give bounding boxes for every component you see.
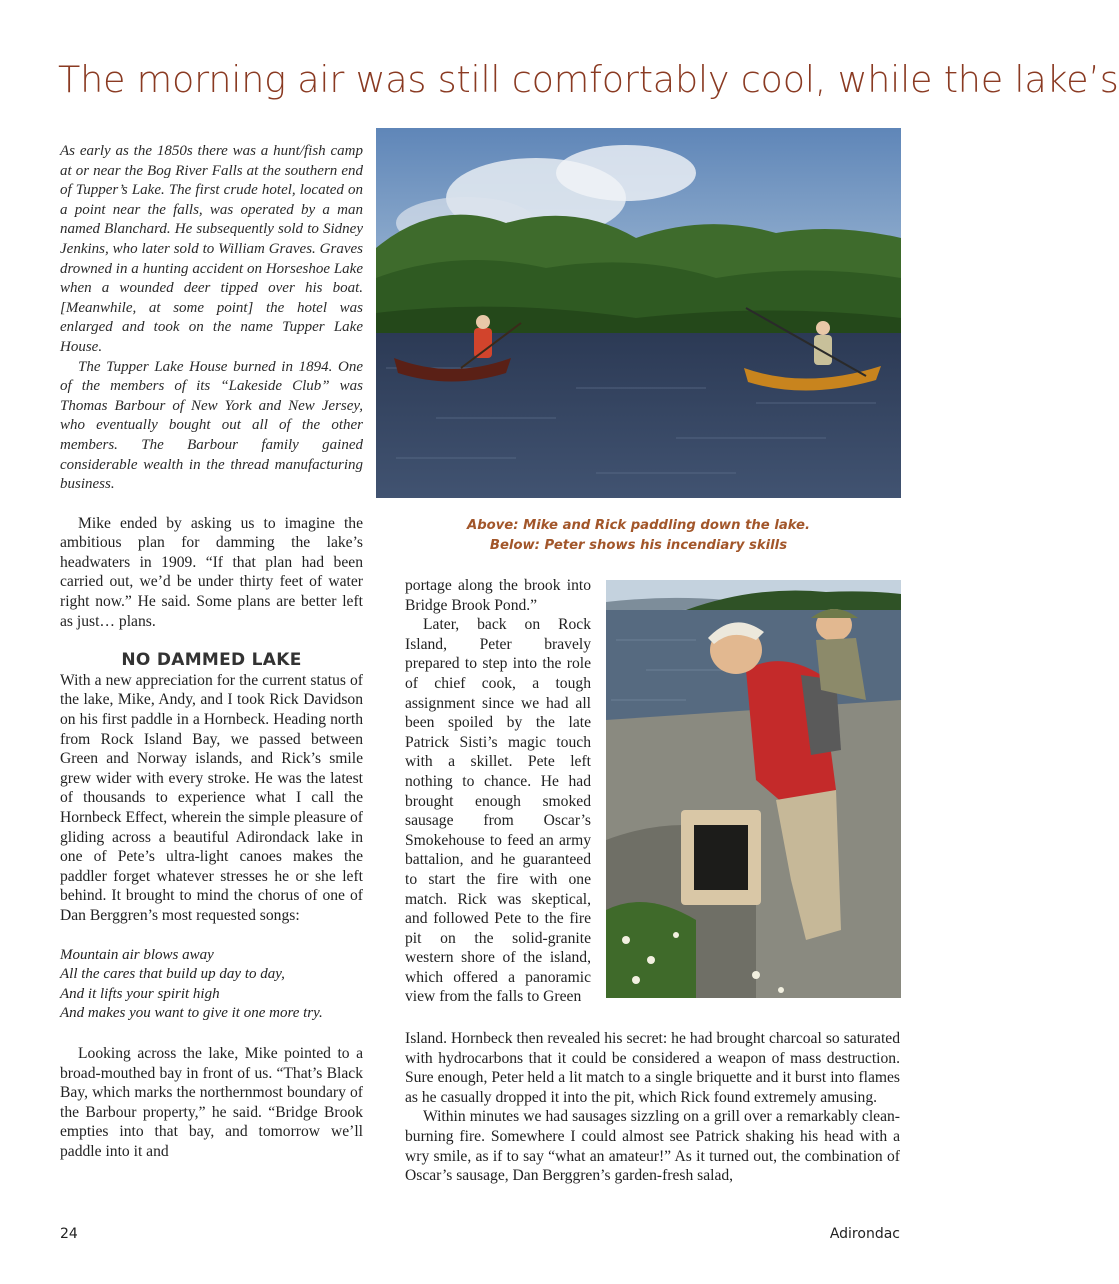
section-subhead: NO DAMMED LAKE	[121, 650, 302, 671]
canoe-photo-image	[376, 128, 901, 498]
left-column	[60, 142, 363, 1162]
lyric-line: Mountain air blows away	[60, 946, 214, 963]
magazine-name: Adirondac	[829, 1226, 900, 1242]
caption-below: Below: Peter shows his incendiary skills	[489, 538, 788, 553]
lyric-line: All the cares that build up day to day,	[60, 966, 285, 983]
body-paragraph: Within minutes we had sausages sizzling on a grill over a remarkably clean-burning fire. Somewhere I could almost see Patrick shaking his head with a wry smile, as if to say “what an amateur!” As it turned out, the combination of Oscar’s sausage, Dan Berggren’s garden-fresh salad,	[405, 1108, 900, 1185]
right-column-narrow	[405, 576, 591, 1007]
body-paragraph: Later, back on Rock Island, Peter bravely prepared to step into the role of chief cook, a tough assignment since we had all been spoiled by the late Patrick Sisti’s magic touch with a skillet. Pete left nothing to chance. He had brought enough smoked sausage from Oscar’s Smokehouse to feed an army battalion, and he guaranteed to start the fire with one match. Rick was skeptical, and followed Pete to the fire pit on the solid-granite western shore of the island, which offered a panoramic view from the falls to Green	[405, 616, 591, 1006]
lyric-line: And makes you want to give it one more try.	[60, 1005, 323, 1022]
body-paragraph: Island. Hornbeck then revealed his secret: he had brought charcoal so saturated with hydrocarbons that it could be considered a weapon of mass destruction. Sure enough, Peter held a lit match to a single briquette and it burst into flames as he casually dropped it into the pit, which Rick found extremely amusing.	[405, 1030, 900, 1106]
fire-pit-photo	[606, 580, 901, 998]
body-paragraph: With a new appreciation for the current status of the lake, Mike, Andy, and I took Rick Davidson on his first paddle in a Hornbeck. Heading north from Rock Island Bay, we passed between Green and Norway islands, and Rick’s smile grew wider with every stroke. He was the latest of thousands to experience what I call the Hornbeck Effect, wherein the simple pleasure of gliding across a beautiful Adirondack lake in one of Pete’s ultra-light canoes makes the paddler forget whatever stresses he or she left behind. It brought to mind the chorus of one of Dan Berggren’s most requested songs:	[60, 671, 363, 924]
left-body	[60, 514, 363, 1162]
photo-caption	[376, 516, 901, 556]
song-lyrics	[60, 946, 363, 1024]
page-number: 24	[60, 1226, 78, 1242]
body-paragraph: Mike ended by asking us to imagine the ambitious plan for damming the lake’s headwaters in 1909. “If that plan had been carried out, we’d be under thirty feet of water right now.” He said. Some plans are better left as just… plans.	[60, 514, 363, 630]
fire-pit-photo-image	[606, 580, 901, 998]
article-headline: The morning air was still comfortably cool, while the lake’s	[58, 58, 1119, 101]
body-paragraph: Looking across the lake, Mike pointed to a broad-mouthed bay in front of us. “That’s Black Bay, which marks the northernmost boundary of the Barbour property,” he said. “Bridge Brook empties into that bay, and tomorrow we’ll paddle into it and	[60, 1044, 363, 1160]
body-paragraph: portage along the brook into Bridge Brook Pond.”	[405, 577, 591, 614]
lyric-line: And it lifts your spirit high	[60, 985, 220, 1002]
caption-above: Above: Mike and Rick paddling down the lake.	[466, 518, 810, 533]
canoe-photo	[376, 128, 901, 498]
sidebar-paragraph: As early as the 1850s there was a hunt/fish camp at or near the Bog River Falls at the southern end of Tupper’s Lake. The first crude hotel, located on a point near the falls, was operated by a man named Blanchard. He subsequently sold to Sidney Jenkins, who later sold to William Graves. Graves drowned in a hunting accident on Horseshoe Lake when a wounded deer tipped over his boat. [Meanwhile, at some point] the hotel was enlarged and took on the name Tupper Lake House.	[60, 143, 363, 355]
right-column-wide	[405, 1029, 900, 1186]
history-sidebar	[60, 142, 363, 495]
sidebar-paragraph: The Tupper Lake House burned in 1894. One of the members of its “Lakeside Club” was Thomas Barbour of New York and New Jersey, who eventually bought out all of the other members. The Barbour family gained considerable wealth in the thread manufacturing business.	[60, 358, 363, 493]
